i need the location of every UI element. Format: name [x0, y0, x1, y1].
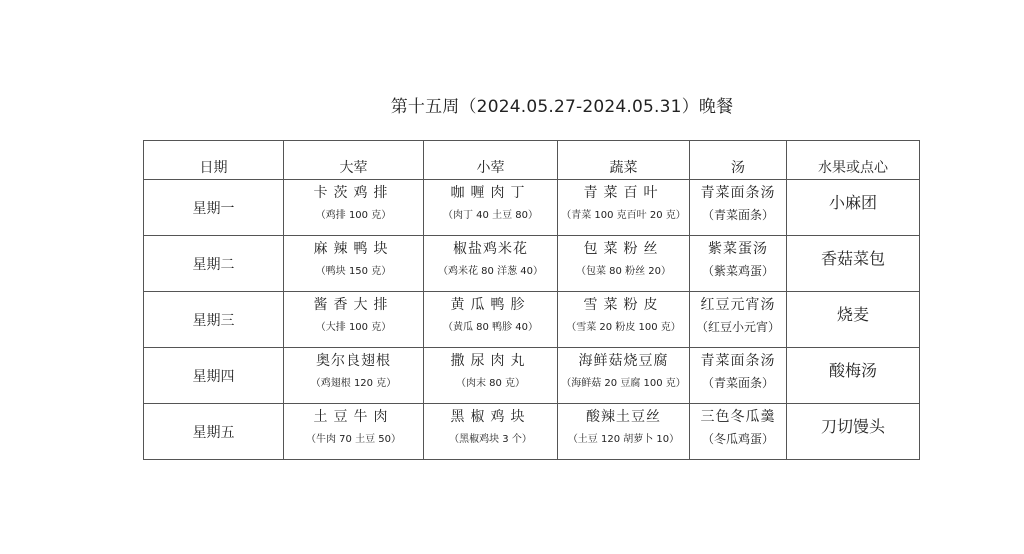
dish-note: （黑椒鸡块 3 个）: [449, 434, 532, 445]
dish-name: 青菜百叶: [583, 185, 664, 201]
small-meat-cell: [424, 236, 558, 292]
dish-name: 奥尔良翅根: [316, 353, 391, 369]
vegetable-cell: [558, 348, 690, 404]
dish-name: 包菜粉丝: [583, 241, 664, 257]
page-title: 第十五周（2024.05.27-2024.05.31）晚餐: [390, 97, 734, 117]
dish-name: 酱香大排: [313, 297, 394, 313]
big-meat-cell: [284, 348, 424, 404]
header-fruit-snack: 水果或点心: [787, 141, 920, 180]
header-big-meat: 大荤: [284, 141, 424, 180]
dish-name: 酸辣土豆丝: [586, 409, 661, 425]
fruit-cell: [787, 236, 920, 292]
dish-note: （肉末 80 克）: [455, 378, 526, 389]
dish-name: 麻辣鸭块: [313, 241, 394, 257]
menu-table: [143, 140, 920, 460]
dish-name: 海鲜菇烧豆腐: [578, 353, 669, 369]
day-cell: 星期五: [144, 404, 284, 460]
header-date: 日期: [144, 141, 284, 180]
dish-note: （海鲜菇 20 豆腐 100 克）: [561, 378, 686, 389]
table-header-row: [144, 141, 920, 180]
dish-name: 雪菜粉皮: [583, 297, 664, 313]
fruit-name: 烧麦: [836, 305, 869, 324]
day-cell: 星期四: [144, 348, 284, 404]
dish-name: 咖喱肉丁: [450, 185, 531, 201]
dish-name: 青菜面条汤: [700, 353, 776, 369]
day-cell: 星期二: [144, 236, 284, 292]
dish-name: 紫菜蛋汤: [708, 241, 768, 257]
dish-note: （黄瓜 80 鸭胗 40）: [443, 322, 538, 333]
vegetable-cell: [558, 404, 690, 460]
dish-name: 黑椒鸡块: [450, 409, 531, 425]
dish-name: 卡茨鸡排: [313, 185, 394, 201]
dish-name: 黄瓜鸭胗: [450, 297, 531, 313]
big-meat-cell: [284, 404, 424, 460]
fruit-name: 酸梅汤: [828, 361, 877, 380]
small-meat-cell: [424, 292, 558, 348]
dish-note: （肉丁 40 土豆 80）: [443, 210, 538, 221]
fruit-name: 刀切馒头: [820, 417, 885, 436]
big-meat-cell: [284, 180, 424, 236]
dish-name: 三色冬瓜羹: [700, 409, 776, 425]
dish-note: （鸡米花 80 洋葱 40）: [438, 266, 543, 277]
header-soup: 汤: [690, 141, 787, 180]
fruit-cell: [787, 180, 920, 236]
fruit-name: 香菇菜包: [820, 249, 885, 268]
dish-note: （冬瓜鸡蛋）: [701, 432, 774, 446]
table-row: [144, 292, 920, 348]
dish-note: （红豆小元宵）: [695, 320, 780, 334]
fruit-cell: [787, 292, 920, 348]
dish-note: （牛肉 70 土豆 50）: [306, 434, 401, 445]
dish-name: 红豆元宵汤: [700, 297, 776, 313]
dish-name: 撒尿肉丸: [450, 353, 531, 369]
dish-note: （鸡翅根 120 克）: [310, 378, 397, 389]
dish-note: （紫菜鸡蛋）: [701, 264, 774, 278]
dish-note: （包菜 80 粉丝 20）: [576, 266, 671, 277]
soup-cell: [690, 292, 787, 348]
fruit-cell: [787, 404, 920, 460]
vegetable-cell: [558, 180, 690, 236]
table-row: [144, 348, 920, 404]
soup-cell: [690, 180, 787, 236]
header-vegetable: 蔬菜: [558, 141, 690, 180]
big-meat-cell: [284, 292, 424, 348]
fruit-cell: [787, 348, 920, 404]
vegetable-cell: [558, 292, 690, 348]
dish-note: （雪菜 20 粉皮 100 克）: [566, 322, 681, 333]
dish-note: （青菜面条）: [701, 208, 774, 222]
day-cell: 星期一: [144, 180, 284, 236]
soup-cell: [690, 404, 787, 460]
dish-name: 青菜面条汤: [700, 185, 776, 201]
soup-cell: [690, 348, 787, 404]
dish-note: （土豆 120 胡萝卜 10）: [567, 434, 680, 445]
dish-note: （鸭块 150 克）: [315, 266, 392, 277]
small-meat-cell: [424, 180, 558, 236]
table-row: [144, 180, 920, 236]
dish-note: （青菜面条）: [701, 376, 774, 390]
header-small-meat: 小荤: [424, 141, 558, 180]
table-row: [144, 404, 920, 460]
dish-note: （鸡排 100 克）: [315, 210, 392, 221]
vegetable-cell: [558, 236, 690, 292]
dish-note: （大排 100 克）: [315, 322, 392, 333]
big-meat-cell: [284, 236, 424, 292]
table-row: [144, 236, 920, 292]
day-cell: 星期三: [144, 292, 284, 348]
dish-name: 土豆牛肉: [313, 409, 394, 425]
fruit-name: 小麻团: [828, 193, 877, 212]
dish-name: 椒盐鸡米花: [453, 241, 528, 257]
dish-note: （青菜 100 克百叶 20 克）: [561, 210, 686, 221]
soup-cell: [690, 236, 787, 292]
small-meat-cell: [424, 348, 558, 404]
small-meat-cell: [424, 404, 558, 460]
